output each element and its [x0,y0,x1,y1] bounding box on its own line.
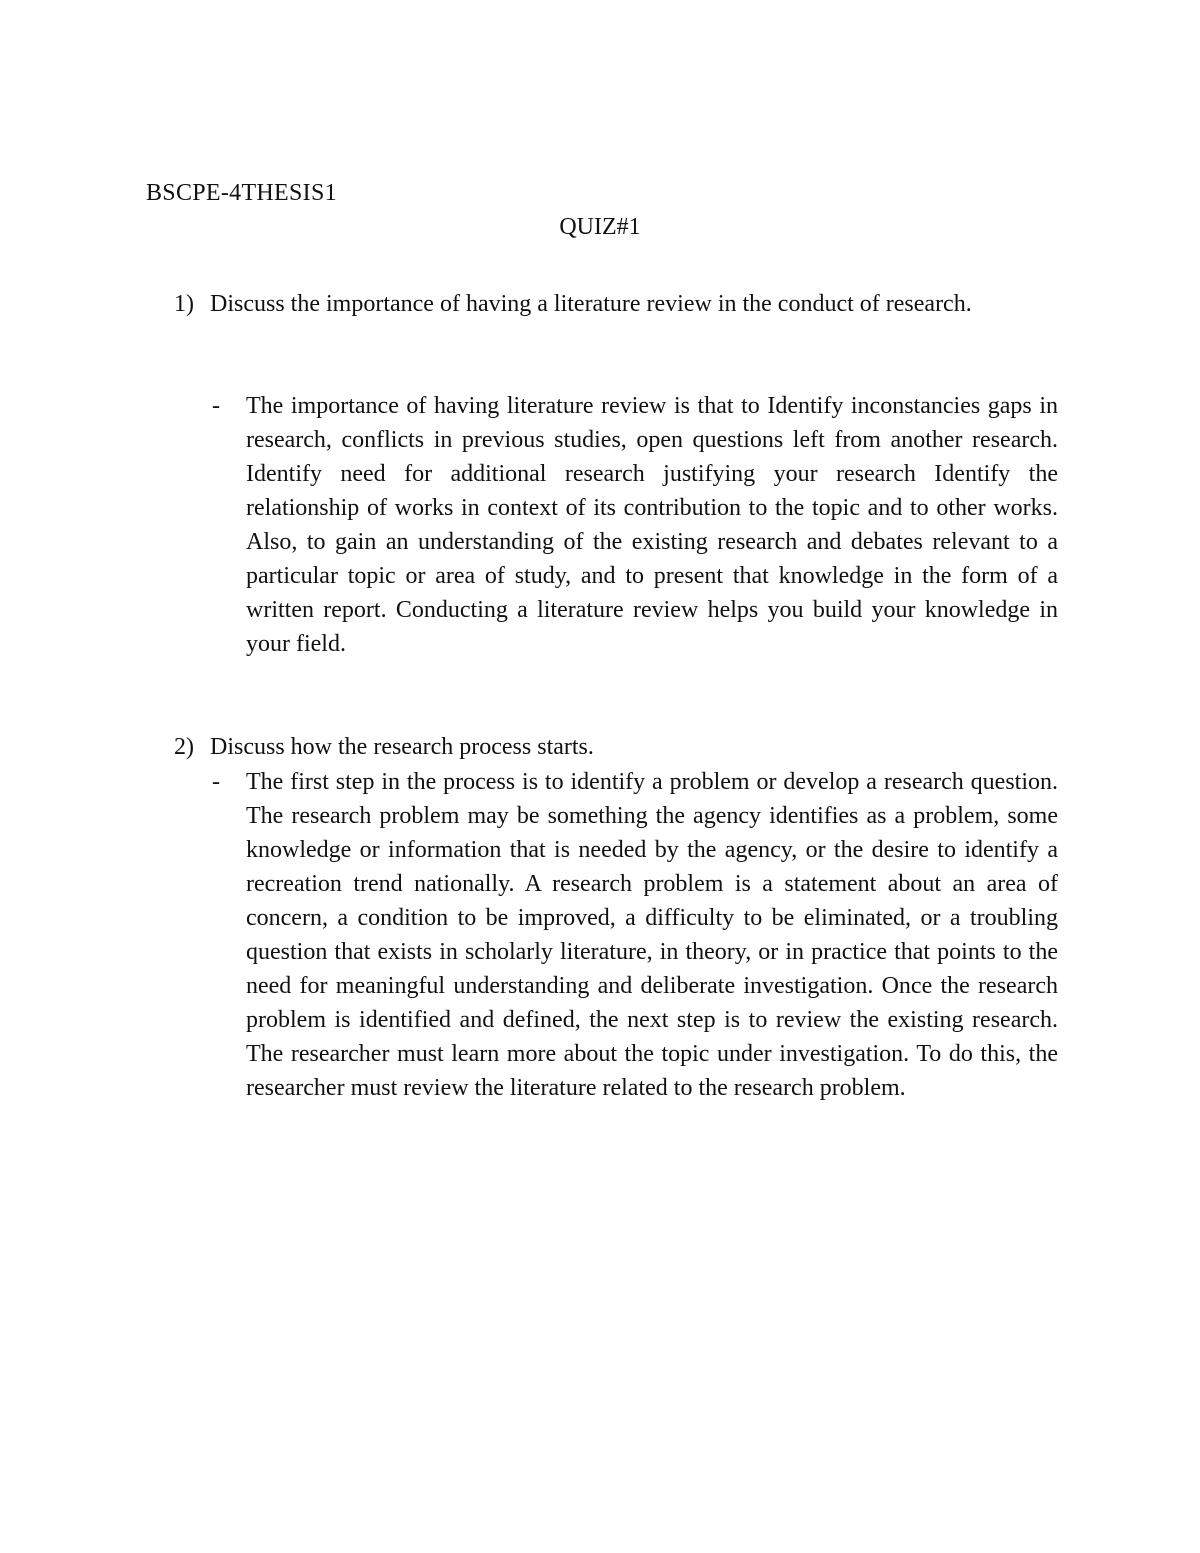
answer-2-text: The first step in the process is to identify a problem or develop a research question. The research problem may be something the agency identifies as a problem, some knowledge or information that is needed by the agency, or the desire to identify a recreation trend nationally. A research problem is a statement about an area of concern, a condition to be improved, a difficulty to be eliminated, or a troubling question that exists in scholarly literature, in theory, or in practice that points to the need for meaningful understanding and deliberate investigation. Once the research problem is identified and defined, the next step is to review the existing research. The researcher must learn more about the topic under investigation. To do this, the researcher must review the literature related to the research problem. [246,769,1058,1101]
answer-2-bullet: - [212,769,220,795]
answer-2 [212,765,1058,1105]
question-1-number: 1) [174,291,194,317]
answer-1-bullet: - [212,393,220,419]
question-2 [146,730,1058,764]
question-2-number: 2) [174,734,194,760]
quiz-title: QUIZ#1 [559,214,641,240]
question-1 [146,287,1058,321]
course-code: BSCPE-4THESIS1 [146,180,337,206]
answer-1-text: The importance of having literature review is that to Identify inconstancies gaps in research, conflicts in previous studies, open questions left from another research. Identify need for additional research justifying your research Identify the relationship of works in context of its contribution to the topic and to other works. Also, to gain an understanding of the existing research and debates relevant to a particular topic or area of study, and to present that knowledge in the form of a written report. Conducting a literature review helps you build your knowledge in your field. [246,393,1058,657]
answer-1 [212,389,1058,661]
question-1-text: Discuss the importance of having a literature review in the conduct of research. [210,291,972,317]
question-2-text: Discuss how the research process starts. [210,734,594,760]
